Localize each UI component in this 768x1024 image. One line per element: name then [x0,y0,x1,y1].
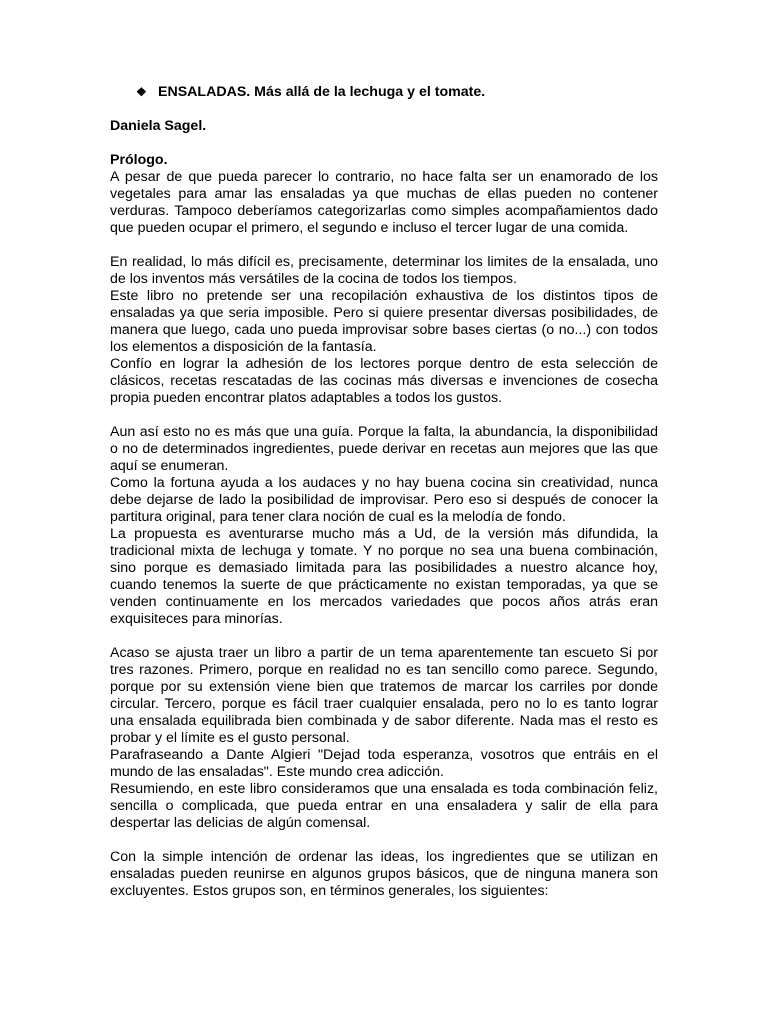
paragraph-gap [110,237,658,254]
paragraph: Parafraseando a Dante Algieri "Dejad toda esperanza, vosotros que entráis en el mundo de las ensaladas". Este mundo crea adicción. [110,747,658,780]
paragraph: Este libro no pretende ser una recopilación exhaustiva de los distintos tipos de ensaladas ya que seria imposible. Pero si quiere presentar diversas posibilidades, de manera que luego, cada uno pueda improvisar sobre bases ciertas (o no...) con todos los elementos a disposición de la fantasía. [110,288,658,355]
paragraph: La propuesta es aventurarse mucho más a Ud, de la versión más difundida, la tradicional mixta de lechuga y tomate. Y no porque no sea una buena combinación, sino porque es demasiado limitada para las posibilidades a nuestro alcance hoy, cuando tenemos la suerte de que prácticamente no existan temporadas, ya que se venden continuamente en los mercados variedades que pocos años atrás eran exquisiteces para minorías. [110,526,658,627]
paragraph: Acaso se ajusta traer un libro a partir de un tema aparentemente tan escueto Si por tres razones. Primero, porque en realidad no es tan sencillo como parece. Segundo, porque por su extensión viene bien que tratemos de marcar los carriles por donde circular. Tercero, porque es fácil traer cualquier ensalada, pero no lo es tanto lograr una ensalada equilibrada bien combinada y de sabor diferente. Nada mas el resto es probar y el límite es el gusto personal. [110,645,658,746]
paragraph: Con la simple intención de ordenar las ideas, los ingredientes que se utilizan en ensaladas pueden reunirse en algunos grupos básicos, que de ninguna manera son excluyentes. Estos grupos son, en términos generales, los siguientes: [110,849,658,899]
paragraph: Confío en lograr la adhesión de los lectores porque dentro de esta selección de clásicos, recetas rescatadas de las cocinas más diversas e invenciones de cosecha propia pueden encontrar platos adaptables a todos los gustos. [110,356,658,406]
section-title: Prólogo. [110,152,168,168]
document-title: ENSALADAS. Más allá de la lechuga y el tomate. [158,84,486,100]
paragraph: A pesar de que pueda parecer lo contrario, no hace falta ser un enamorado de los vegetales para amar las ensaladas ya que muchas de ellas pueden no contener verduras. Tampoco deberíamos categorizarlas como simples acompañamientos dado que pueden ocupar el primero, el segundo e incluso el tercer lugar de una comida. [110,169,658,236]
paragraph-gap [110,628,658,645]
author-name: Daniela Sagel. [110,118,207,134]
paragraph-gap [110,832,658,849]
paragraph: Como la fortuna ayuda a los audaces y no hay buena cocina sin creatividad, nunca debe dejarse de lado la posibilidad de improvisar. Pero eso si después de conocer la partitura original, para tener clara noción de cual es la melodía de fondo. [110,475,658,525]
diamond-bullet-icon: ❖ [136,85,147,99]
paragraph-gap [110,407,658,424]
document-page [110,84,658,900]
paragraph: Aun así esto no es más que una guía. Porque la falta, la abundancia, la disponibilidad o no de determinados ingredientes, puede derivar en recetas aun mejores que las que aquí se enumeran. [110,424,658,474]
document-title-row [136,84,658,101]
paragraph: En realidad, lo más difícil es, precisamente, determinar los limites de la ensalada, uno de los inventos más versátiles de la cocina de todos los tiempos. [110,254,658,287]
paragraph: Resumiendo, en este libro consideramos que una ensalada es toda combinación feliz, sencilla o complicada, que pueda entrar en una ensaladera y salir de ella para despertar las delicias de algún comensal. [110,781,658,831]
